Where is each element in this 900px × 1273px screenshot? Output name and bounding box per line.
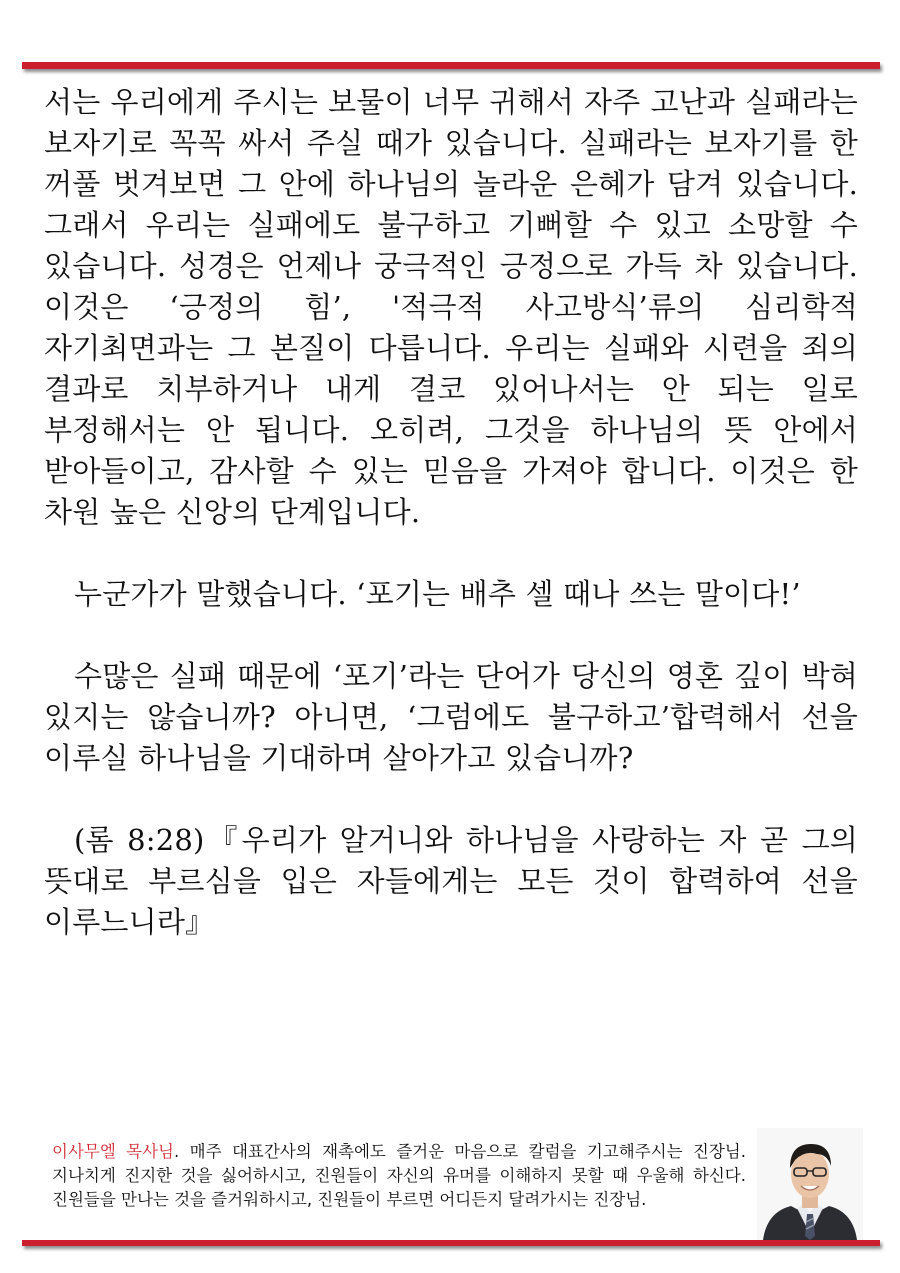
author-name: 이사무엘 목사님 (52, 1142, 174, 1161)
author-bio-text: . 매주 대표간사의 재촉에도 즐거운 마음으로 칼럼을 기고해주시는 진장님. 지나치게 진지한 것을 싫어하시고, 진원들이 자신의 유머를 이해하지 못할 때 우울해 하신다. 진원들을 만나는 것을 즐거워하시고, 진원들이 부르면 어디든지 달려가시는 진장님. (52, 1142, 746, 1209)
bottom-divider (22, 1240, 880, 1246)
article-paragraph-1: 서는 우리에게 주시는 보물이 너무 귀해서 자주 고난과 실패라는 보자기로 꼭꼭 싸서 주실 때가 있습니다. 실패라는 보자기를 한 꺼풀 벗겨보면 그 안에 하나님의 놀라운 은혜가 담겨 있습니다. 그래서 우리는 실패에도 불구하고 기뻐할 수 있고 소망할 수 있습니다. 성경은 언제나 궁극적인 긍정으로 가득 차 있습니다. 이것은 ‘긍정의 힘’, '적극적 사고방식’류의 심리학적 자기최면과는 그 본질이 다릅니다. 우리는 실패와 시련을 죄의 결과로 치부하거나 내게 결코 있어나서는 안 되는 일로 부정해서는 안 됩니다. 오히려, 그것을 하나님의 뜻 안에서 받아들이고, 감사할 수 있는 믿음을 가져야 합니다. 이것은 한 차원 높은 신앙의 단계입니다. (44, 85, 858, 529)
article-paragraph-2: 누군가가 말했습니다. ‘포기는 배추 셀 때나 쓰는 말이다!’ (74, 577, 801, 611)
author-bio (52, 1140, 746, 1212)
portrait-photo-icon (757, 1128, 863, 1240)
article-paragraph-3: 수많은 실패 때문에 ‘포기’라는 단어가 당신의 영혼 깊이 박혀 있지는 않습니까? 아니면, ‘그럼에도 불구하고’합력해서 선을 이루실 하나님을 기대하며 살아가고 있습니까? (44, 659, 858, 775)
top-divider (22, 62, 880, 69)
article-paragraph-4-scripture: (롬 8:28)『우리가 알거니와 하나님을 사랑하는 자 곧 그의 뜻대로 부르심을 입은 자들에게는 모든 것이 합력하여 선을 이루느니라』 (44, 823, 858, 939)
article-body (44, 82, 858, 943)
author-portrait (757, 1128, 863, 1240)
